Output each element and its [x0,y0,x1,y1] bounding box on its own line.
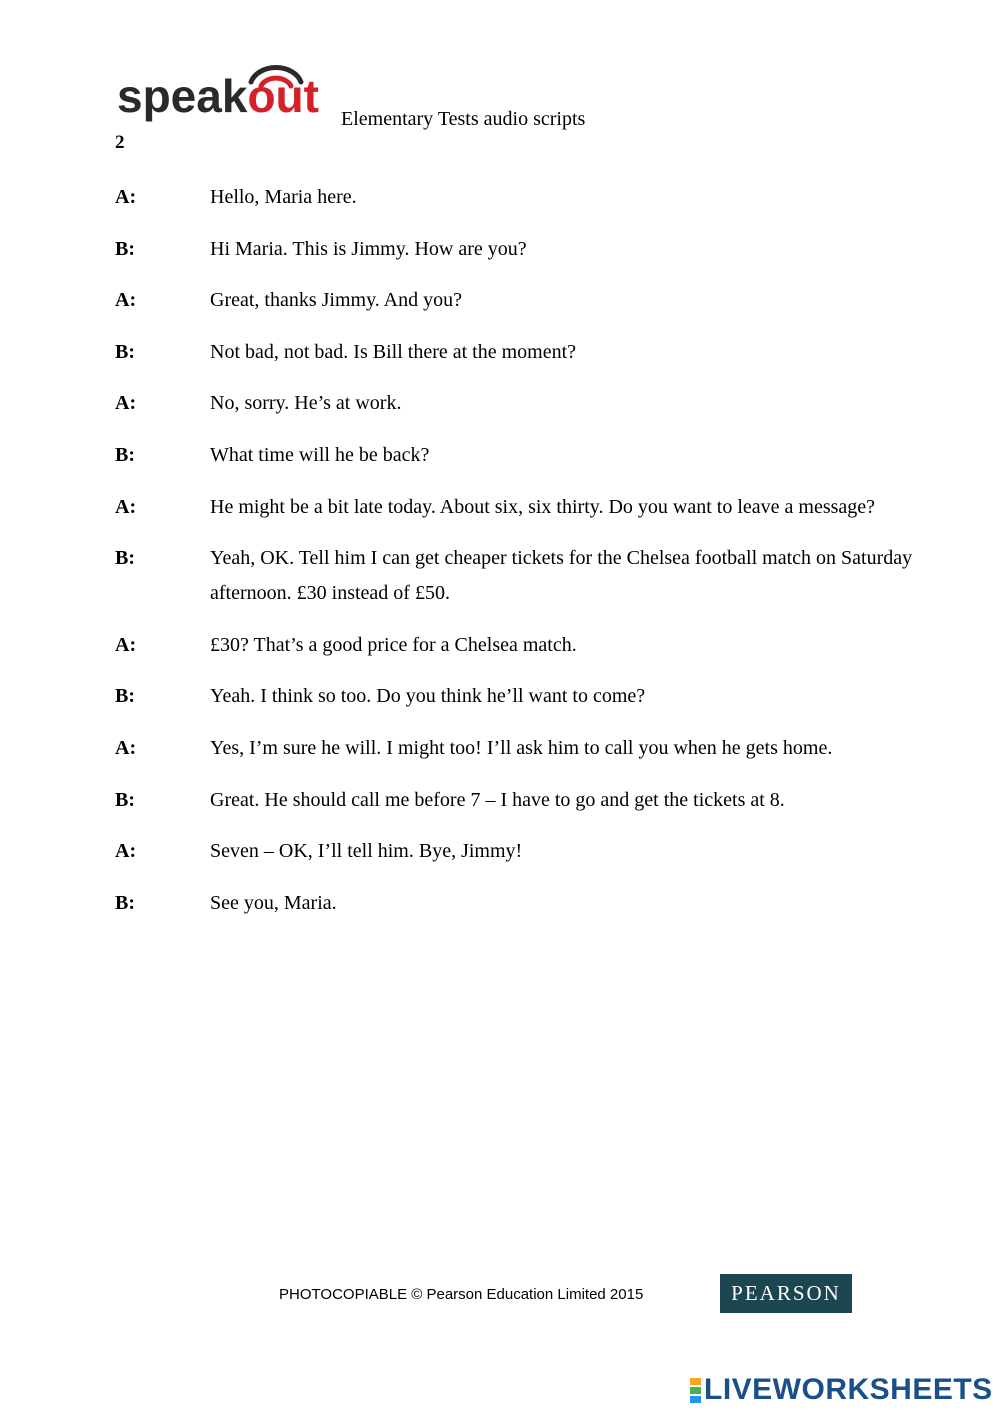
pearson-logo: PEARSON [720,1274,852,1313]
speaker-label: B: [115,237,135,260]
dialogue-line [115,335,915,387]
icon-bar-2 [690,1387,701,1394]
utterance-text: What time will he be back? [210,443,430,466]
speaker-label: A: [115,633,137,656]
speaker-label: A: [115,495,137,518]
page-header [115,60,715,130]
utterance-text: Hi Maria. This is Jimmy. How are you? [210,237,527,260]
dialogue-line [115,834,915,886]
utterance-text: He might be a bit late today. About six, six thirty. Do you want to leave a message? [210,495,876,518]
document-subtitle: Elementary Tests audio scripts [341,108,586,130]
utterance-text: £30? That’s a good price for a Chelsea match. [210,633,577,656]
utterance-text: See you, Maria. [210,891,337,914]
icon-bar-1 [690,1378,701,1385]
icon-bar-3 [690,1396,701,1403]
utterance-text: Yeah. I think so too. Do you think he’ll want to come? [210,685,646,708]
dialogue-line [115,180,915,232]
speaker-label: A: [115,289,137,312]
copyright-notice: PHOTOCOPIABLE © Pearson Education Limited 2015 [279,1286,644,1303]
utterance-text: Great. He should call me before 7 – I have to go and get the tickets at 8. [210,788,785,811]
utterance-text: Yeah, OK. Tell him I can get cheaper tickets for the Chelsea football match on Saturday afternoon. £30 instead of £50. [210,547,913,605]
dialogue-line [115,232,915,284]
speaker-label: B: [115,788,135,811]
dialogue-line [115,731,915,783]
utterance-text: Yes, I’m sure he will. I might too! I’ll ask him to call you when he gets home. [210,736,833,759]
speaker-label: A: [115,736,137,759]
section-number: 2 [115,132,125,153]
dialogue-line [115,386,915,438]
liveworksheets-text: LIVEWORKSHEETS [704,1373,993,1406]
logo-speak: speak [117,70,248,122]
utterance-text: Great, thanks Jimmy. And you? [210,289,463,312]
speakout-logo-graphic [115,60,335,124]
utterance-text: No, sorry. He’s at work. [210,392,402,415]
utterance-text: Seven – OK, I’ll tell him. Bye, Jimmy! [210,840,523,863]
dialogue-line [115,628,915,680]
speaker-label: A: [115,186,137,208]
liveworksheets-watermark [690,1372,993,1408]
dialogue-line [115,283,915,335]
speaker-label: B: [115,891,135,914]
utterance-text: Hello, Maria here. [210,186,357,208]
speakout-logo [115,60,335,124]
dialogue-line [115,679,915,731]
dialogue-script [115,180,915,937]
speaker-label: A: [115,840,137,863]
liveworksheets-icon [690,1377,701,1404]
speaker-label: B: [115,443,135,466]
utterance-text: Not bad, not bad. Is Bill there at the moment? [210,340,577,363]
speaker-label: B: [115,340,135,363]
dialogue-line [115,490,915,542]
dialogue-line [115,886,915,938]
dialogue-line [115,541,915,628]
speaker-label: A: [115,392,137,415]
speaker-label: B: [115,685,135,708]
dialogue-line [115,438,915,490]
logo-wordmark [117,70,319,122]
speaker-label: B: [115,547,135,570]
dialogue-line [115,783,915,835]
logo-out: out [247,70,319,122]
